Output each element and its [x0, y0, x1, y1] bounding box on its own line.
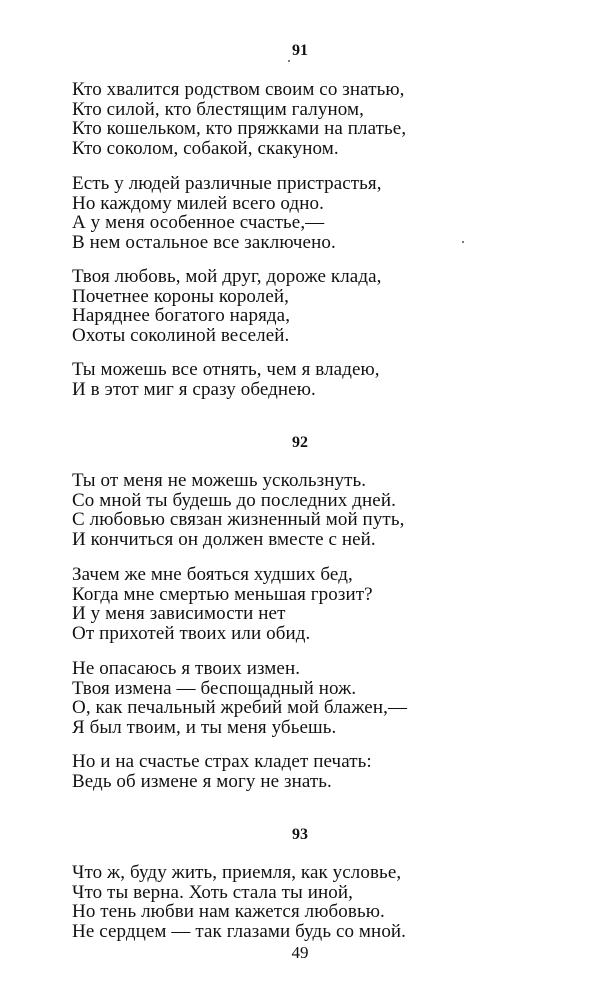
- poem-line: И кончиться он должен вместе с ней.: [72, 528, 376, 550]
- poem-line: Ты от меня не можешь ускользнуть.: [72, 470, 367, 491]
- poem-line: Зачем же мне бояться худших бед,: [72, 564, 353, 585]
- poem-line: Кто соколом, собакой, скакуном.: [72, 137, 339, 159]
- sonnet-91-couplet: [72, 360, 380, 399]
- sonnet-92-stanza-2: [72, 565, 373, 643]
- page-number: 49: [291, 943, 309, 962]
- poem-line: Что ты верна. Хоть стала ты иной,: [72, 881, 353, 903]
- poem-line: И в этот миг я сразу обеднею.: [72, 378, 316, 400]
- poem-line: Не опасаюсь я твоих измен.: [72, 658, 301, 679]
- sonnet-92-stanza-3: [72, 659, 407, 737]
- poem-line: Но тень любви нам кажется любовью.: [72, 901, 385, 923]
- sonnet-number-92: 92: [292, 434, 308, 451]
- poem-line: Когда мне смертью меньшая грозит?: [72, 583, 373, 605]
- scan-speck: [462, 241, 464, 243]
- poem-line: Ведь об измене я могу не знать.: [72, 770, 332, 792]
- poem-line: Охоты соколиной веселей.: [72, 324, 290, 346]
- poem-line: А у меня особенное счастье,—: [72, 212, 325, 234]
- poem-line: В нем остальное все заключено.: [72, 231, 336, 253]
- poem-line: Есть у людей различные пристрастья,: [72, 173, 382, 194]
- sonnet-number-93: 93: [292, 826, 308, 843]
- poem-line: Твоя любовь, мой друг, дороже клада,: [72, 266, 382, 287]
- poem-line: Но каждому милей всего одно.: [72, 192, 324, 214]
- poem-line: Кто хвалится родством своим со знатью,: [72, 79, 405, 100]
- poem-line: Почетнее короны королей,: [72, 285, 290, 307]
- poem-line: Со мной ты будешь до последних дней.: [72, 489, 396, 511]
- sonnet-92-stanza-1: [72, 471, 404, 549]
- sonnet-91-stanza-3: [72, 267, 381, 345]
- scan-speck: [288, 60, 290, 62]
- poem-line: От прихотей твоих или обид.: [72, 622, 311, 644]
- poem-line: Наряднее богатого наряда,: [72, 305, 291, 327]
- poem-line: Кто силой, кто блестящим галуном,: [72, 98, 364, 120]
- poem-line: И у меня зависимости нет: [72, 603, 286, 625]
- sonnet-92-couplet: [72, 752, 372, 791]
- sonnet-91-stanza-2: [72, 174, 382, 252]
- poem-line: С любовью связан жизненный мой путь,: [72, 509, 405, 531]
- sonnet-93-stanza-1: [72, 863, 406, 941]
- poem-line: Я был твоим, и ты меня убьешь.: [72, 716, 337, 738]
- poem-line: Твоя измена — беспощадный нож.: [72, 677, 357, 699]
- poem-line: Ты можешь все отнять, чем я владею,: [72, 359, 380, 380]
- poem-line: О, как печальный жребий мой блажен,—: [72, 697, 408, 719]
- poem-line: Но и на счастье страх кладет печать:: [72, 751, 372, 772]
- poem-line: Что ж, буду жить, приемля, как условье,: [72, 862, 402, 883]
- sonnet-number-91: 91: [292, 42, 308, 59]
- sonnet-91-stanza-1: [72, 80, 406, 158]
- poem-line: Не сердцем — так глазами будь со мной.: [72, 920, 407, 942]
- poem-line: Кто кошельком, кто пряжками на платье,: [72, 118, 407, 140]
